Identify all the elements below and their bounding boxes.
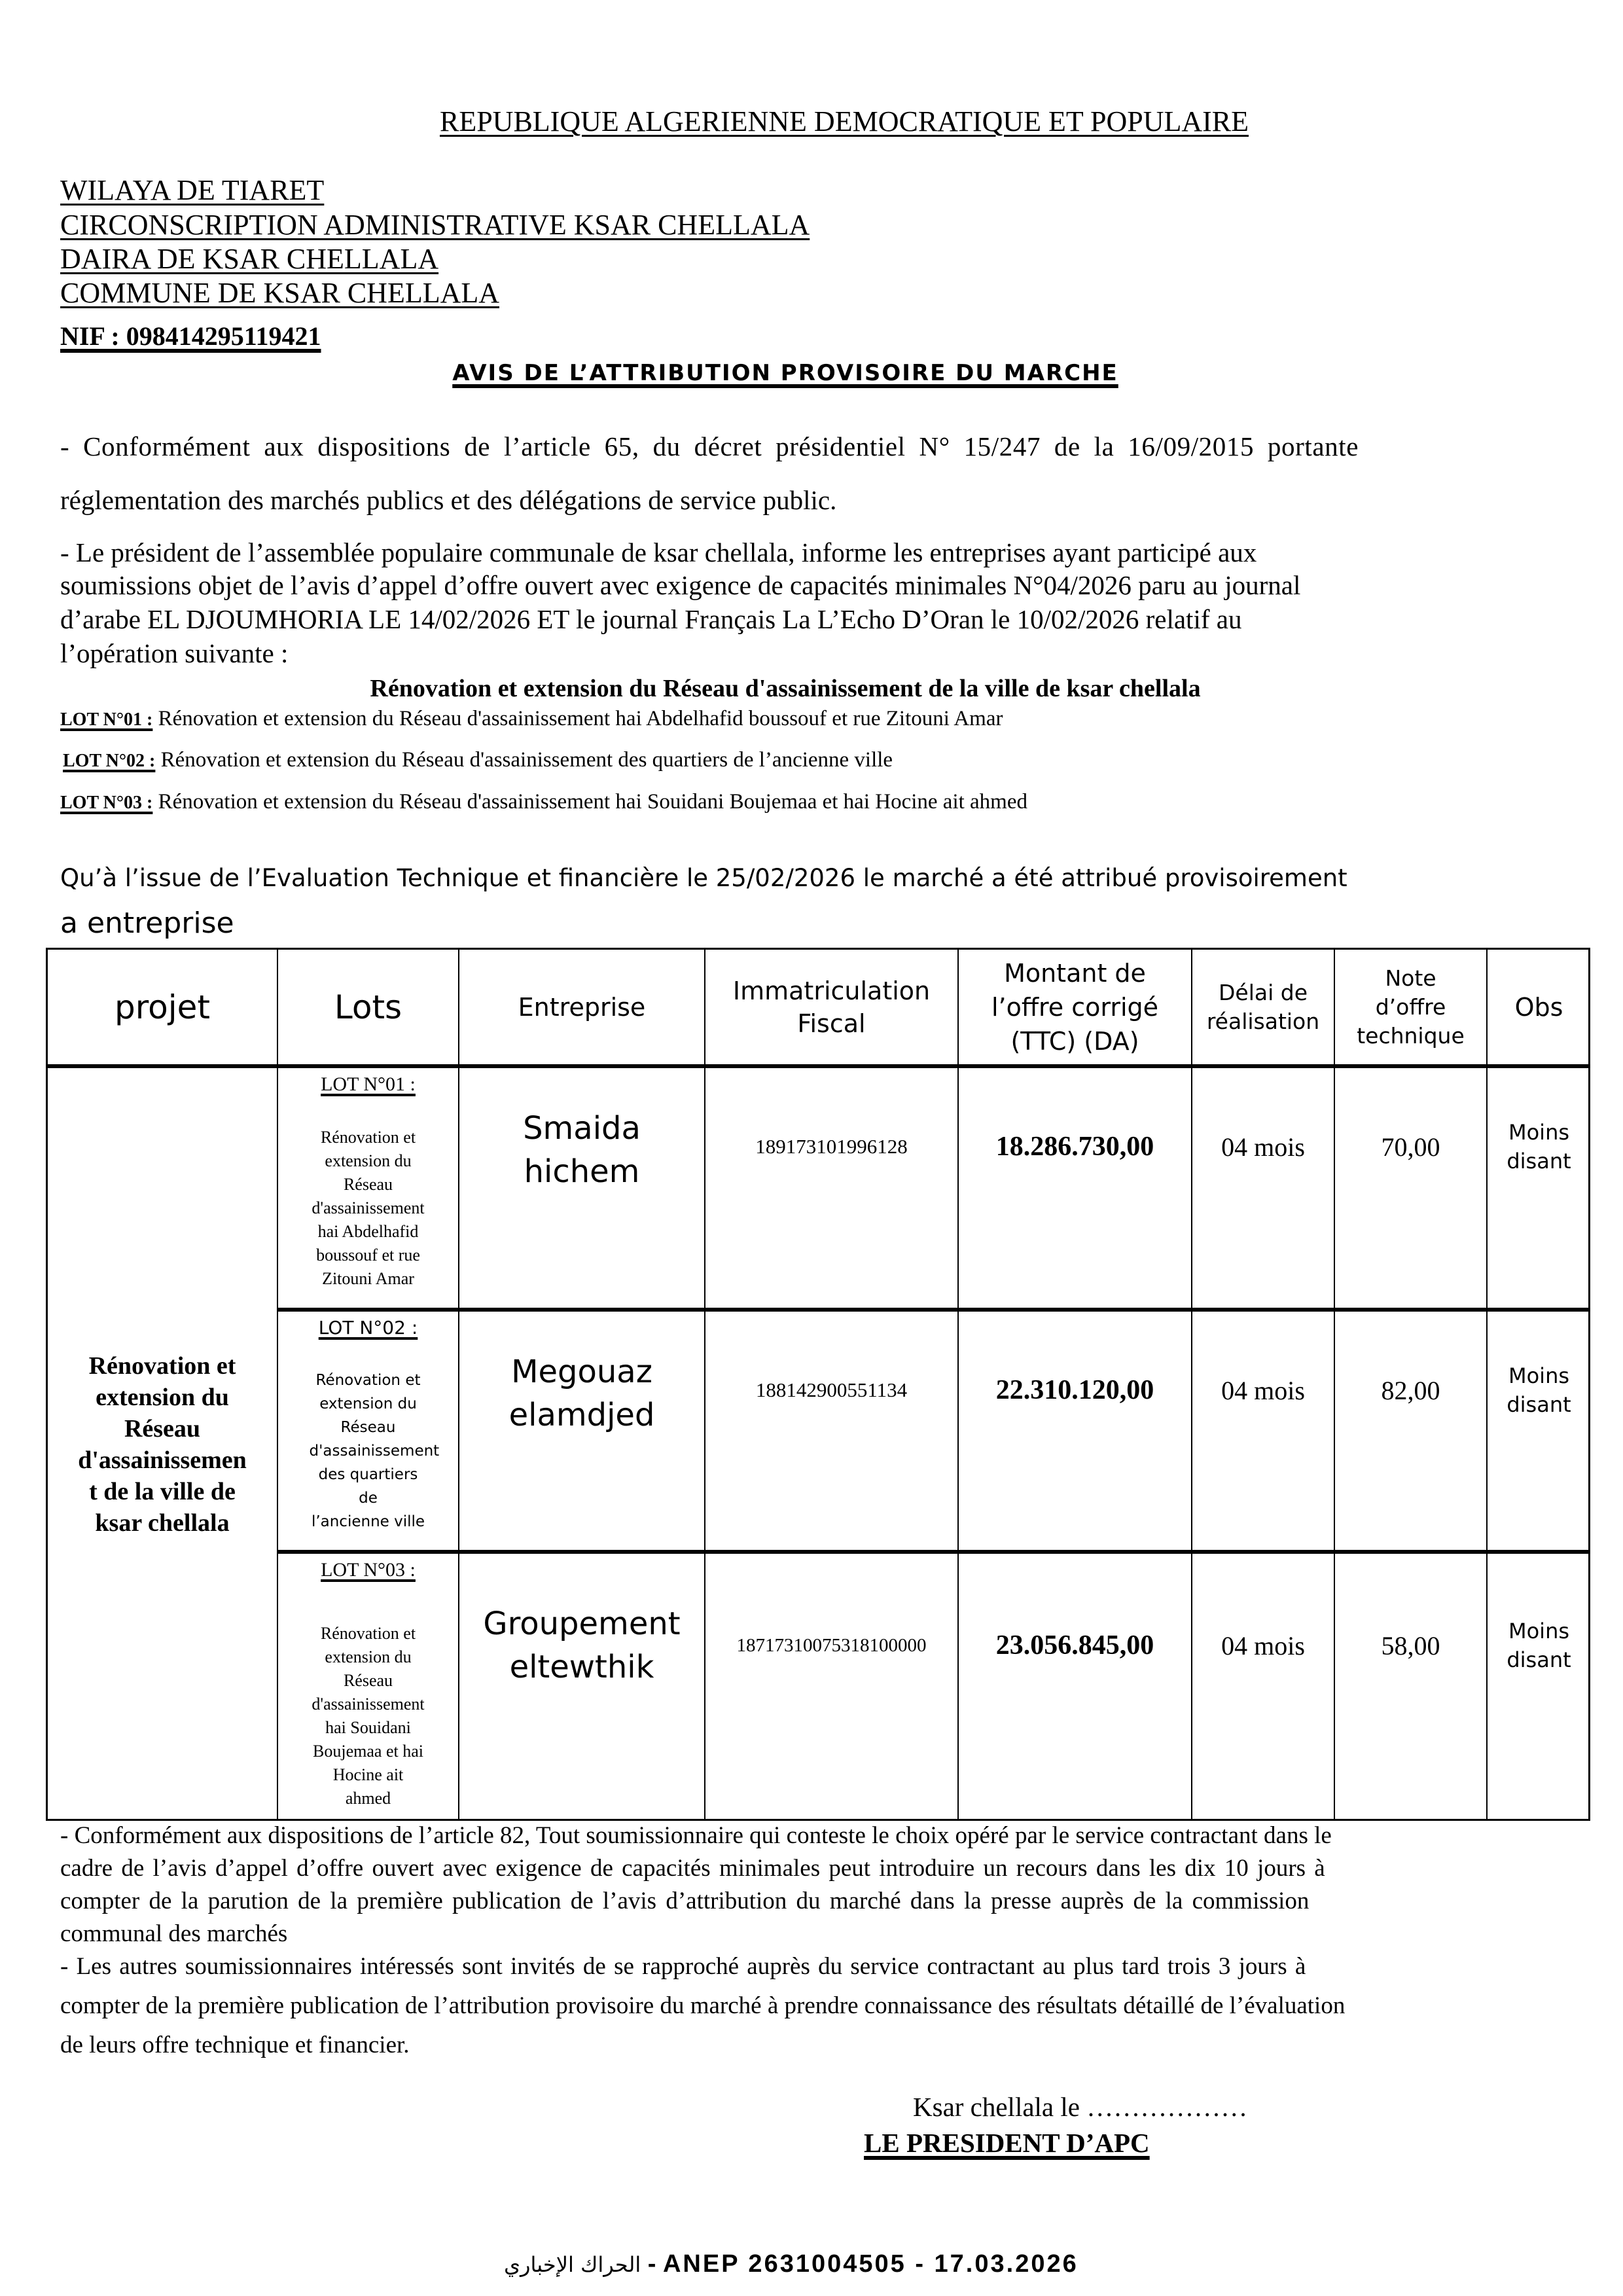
- entreprise-name: Smaida: [523, 1110, 641, 1147]
- footer-para1-line3: compter de la parution de la première publication de l’avis d’attribution du marché dans la presse auprès de la commission: [60, 1888, 1310, 1914]
- lot-desc-line: d'assainissement: [312, 1198, 425, 1217]
- delai-cell: [1192, 1554, 1334, 1737]
- header-projet-label: projet: [114, 988, 211, 1026]
- delai-cell: [1192, 1312, 1334, 1469]
- lot-line-3: [60, 790, 1027, 814]
- lot-desc-line: Rénovation et: [320, 1624, 416, 1643]
- lot-number: LOT N°02 :: [318, 1317, 418, 1338]
- header-text: Immatriculation: [732, 976, 931, 1005]
- header-commune: COMMUNE DE KSAR CHELLALA: [60, 277, 499, 309]
- projet-text: extension du: [96, 1384, 229, 1411]
- obs-text: Moins: [1508, 1619, 1570, 1643]
- delai-value: 04 mois: [1221, 1630, 1305, 1660]
- projet-text: d'assainissemen: [78, 1446, 247, 1474]
- signatory: LE PRESIDENT D’APC: [864, 2128, 1150, 2158]
- lot-desc-line: des quartiers de: [318, 1466, 418, 1507]
- montant-value: 23.056.845,00: [995, 1630, 1154, 1660]
- entreprise-name: hichem: [524, 1153, 640, 1190]
- header-text: (TTC) (DA): [1010, 1026, 1139, 1056]
- footer-para2-line1: - Les autres soumissionnaires intéressés sont invités de se rapproché auprès du service contractant au plus tard trois 3 jours à: [60, 1953, 1306, 1980]
- lot-cell: [278, 1068, 458, 1308]
- immatriculation-value: 188142900551134: [755, 1378, 908, 1401]
- projet-text: ksar chellala: [95, 1509, 230, 1537]
- lot-line-1: [60, 707, 1003, 731]
- immatriculation-cell: [705, 1312, 957, 1469]
- footer-para1-line4: communal des marchés: [60, 1920, 288, 1947]
- intro-para2-line4: l’opération suivante :: [60, 638, 289, 668]
- lot-desc-line: Hocine ait ahmed: [332, 1765, 404, 1808]
- republic-title: REPUBLIQUE ALGERIENNE DEMOCRATIQUE ET POPULAIRE: [439, 105, 1249, 137]
- header-lots-label: Lots: [334, 988, 402, 1026]
- obs-text: disant: [1507, 1149, 1571, 1174]
- lot-desc-line: Réseau: [343, 1671, 393, 1690]
- header-text: technique: [1357, 1022, 1465, 1049]
- montant-cell: [959, 1068, 1191, 1225]
- lot-line-2: [63, 748, 893, 772]
- header-note: [1335, 950, 1486, 1064]
- lot-desc-line: d'assainissement: [309, 1443, 440, 1460]
- projet-text: Réseau: [124, 1415, 201, 1443]
- header-entreprise: [459, 950, 704, 1064]
- lot-desc-line: boussouf et rue: [316, 1246, 420, 1265]
- entreprise-name: Megouaz: [511, 1354, 652, 1390]
- lot-desc-line: extension du: [325, 1647, 412, 1666]
- note-cell: [1335, 1068, 1486, 1225]
- header-circonscription: CIRCONSCRIPTION ADMINISTRATIVE KSAR CHELLALA: [60, 209, 810, 241]
- lot-text: Rénovation et extension du Réseau d'assainissement hai Abdelhafid boussouf et rue Zitouni Amar: [152, 707, 1003, 730]
- lot-label: LOT N°02 :: [63, 751, 156, 771]
- lot-description: [309, 1369, 440, 1534]
- immatriculation-value: 189173101996128: [755, 1135, 908, 1158]
- evaluation-line: Qu’à l’issue de l’Evaluation Technique et financière le 25/02/2026 le marché a été attribué provisoirement: [60, 864, 1347, 892]
- lot-desc-line: extension du: [325, 1151, 412, 1170]
- lot-cell: [278, 1554, 458, 1821]
- lot-description: [310, 1622, 427, 1810]
- intro-para1-line1: - Conformément aux dispositions de l’article 65, du décret présidentiel N° 15/247 de la 16/09/2015 portante: [60, 431, 1359, 461]
- lot-description: [310, 1126, 427, 1291]
- note-value: 58,00: [1381, 1630, 1440, 1660]
- projet-text: t de la ville de: [89, 1478, 236, 1505]
- lot-desc-line: hai Abdelhafid: [317, 1222, 419, 1241]
- header-immatriculation: [705, 950, 957, 1064]
- header-text: Montant de: [1004, 958, 1146, 988]
- note-value: 70,00: [1381, 1132, 1440, 1162]
- header-text: Fiscal: [797, 1009, 866, 1038]
- header-projet: [48, 950, 277, 1064]
- intro-para2-line1: - Le président de l’assemblée populaire communale de ksar chellala, informe les entreprises ayant participé aux: [60, 537, 1257, 567]
- lot-desc-line: Rénovation et: [320, 1128, 416, 1147]
- montant-cell: [959, 1554, 1191, 1737]
- projet-text: Rénovation et: [88, 1352, 236, 1380]
- nif-number: NIF : 098414295119421: [60, 321, 321, 351]
- obs-cell: [1488, 1554, 1590, 1737]
- anep-reference: [504, 2250, 1079, 2278]
- lot-desc-line: l’ancienne ville: [311, 1513, 425, 1530]
- anep-ref-text: - ANEP 2631004505 - 17.03.2026: [641, 2250, 1079, 2278]
- header-text: Délai de: [1218, 979, 1308, 1005]
- lot-desc-line: Boujemaa et hai: [313, 1742, 423, 1761]
- header-wilaya: WILAYA DE TIARET: [60, 174, 325, 206]
- entreprise-name: elamdjed: [508, 1397, 655, 1433]
- header-entreprise-label: Entreprise: [518, 992, 646, 1022]
- obs-text: Moins: [1508, 1363, 1570, 1388]
- obs-cell: [1488, 1068, 1590, 1225]
- operation-title: Rénovation et extension du Réseau d'assainissement de la ville de ksar chellala: [370, 675, 1201, 702]
- publication-name-arabic: الحراك الإخباري: [504, 2252, 641, 2277]
- lot-cell: [278, 1312, 458, 1550]
- intro-para1-line2: réglementation des marchés publics et des délégations de service public.: [60, 485, 837, 515]
- immatriculation-cell: [705, 1554, 957, 1737]
- notice-title: AVIS DE L’ATTRIBUTION PROVISOIRE DU MARCHE: [452, 360, 1118, 386]
- footer-para2-line2: compter de la première publication de l’attribution provisoire du marché à prendre connaissance des résultats détaillé de l’évaluation: [60, 1992, 1346, 2019]
- lot-desc-line: extension du: [319, 1395, 417, 1412]
- evaluation-line-2: a entreprise: [60, 906, 234, 940]
- header-text: réalisation: [1206, 1008, 1320, 1034]
- lot-number: LOT N°01 :: [321, 1073, 416, 1095]
- montant-value: 22.310.120,00: [995, 1375, 1154, 1405]
- lot-desc-line: d'assainissement: [312, 1695, 425, 1713]
- lot-desc-line: Rénovation et: [315, 1372, 421, 1389]
- immatriculation-value: 18717310075318100000: [736, 1634, 927, 1656]
- intro-para2-line3: d’arabe EL DJOUMHORIA LE 14/02/2026 ET le journal Français La L’Echo D’Oran le 10/02/2026 relatif au: [60, 604, 1242, 634]
- projet-cell: [48, 1068, 277, 1821]
- obs-text: Moins: [1508, 1120, 1570, 1145]
- delai-cell: [1192, 1068, 1334, 1225]
- header-text: l’offre corrigé: [991, 992, 1159, 1022]
- entreprise-cell: [459, 1068, 704, 1232]
- immatriculation-cell: [705, 1068, 957, 1225]
- montant-cell: [959, 1312, 1191, 1469]
- header-text: Note: [1385, 965, 1436, 991]
- delai-value: 04 mois: [1221, 1132, 1305, 1162]
- lot-text: Rénovation et extension du Réseau d'assainissement des quartiers de l’ancienne ville: [155, 748, 893, 772]
- lot-desc-line: Réseau: [340, 1419, 396, 1436]
- attribution-table: [46, 948, 1590, 1821]
- obs-text: disant: [1507, 1647, 1571, 1672]
- header-delai: [1192, 950, 1334, 1064]
- footer-para1-line1: - Conformément aux dispositions de l’article 82, Tout soumissionnaire qui conteste le choix opéré par le service contractant dans le: [60, 1822, 1332, 1849]
- note-value: 82,00: [1381, 1375, 1440, 1405]
- header-obs: [1488, 950, 1590, 1064]
- lot-label: LOT N°01 :: [60, 709, 153, 730]
- footer-para1-line2: cadre de l’avis d’appel d’offre ouvert avec exigence de capacités minimales peut introduire un recours dans les dix 10 jours à: [60, 1855, 1325, 1882]
- header-lots: [278, 950, 458, 1064]
- lot-desc-line: Zitouni Amar: [322, 1269, 414, 1288]
- entreprise-name: Groupement: [483, 1605, 681, 1642]
- note-cell: [1335, 1554, 1486, 1737]
- delai-value: 04 mois: [1221, 1375, 1305, 1405]
- lot-label: LOT N°03 :: [60, 793, 153, 813]
- entreprise-name: eltewthik: [509, 1649, 654, 1685]
- note-cell: [1335, 1312, 1486, 1469]
- header-text: d’offre: [1375, 994, 1446, 1020]
- place-date: Ksar chellala le ………………: [913, 2092, 1248, 2122]
- footer-para2-line3: de leurs offre technique et financier.: [60, 2032, 410, 2058]
- entreprise-cell: [459, 1312, 704, 1475]
- montant-value: 18.286.730,00: [995, 1132, 1154, 1162]
- lot-desc-line: Réseau: [343, 1175, 393, 1194]
- header-daira: DAIRA DE KSAR CHELLALA: [60, 243, 439, 275]
- entreprise-cell: [459, 1554, 704, 1737]
- header-obs-label: Obs: [1514, 992, 1563, 1022]
- lot-text: Rénovation et extension du Réseau d'assainissement hai Souidani Boujemaa et hai Hocine ait ahmed: [152, 790, 1027, 814]
- header-montant: [959, 950, 1191, 1064]
- intro-para2-line2: soumissions objet de l’avis d’appel d’offre ouvert avec exigence de capacités minimales N°04/2026 paru au journal: [60, 570, 1301, 600]
- lot-desc-line: hai Souidani: [325, 1718, 411, 1737]
- obs-text: disant: [1507, 1392, 1571, 1417]
- lot-number: LOT N°03 :: [321, 1559, 416, 1581]
- obs-cell: [1488, 1312, 1590, 1469]
